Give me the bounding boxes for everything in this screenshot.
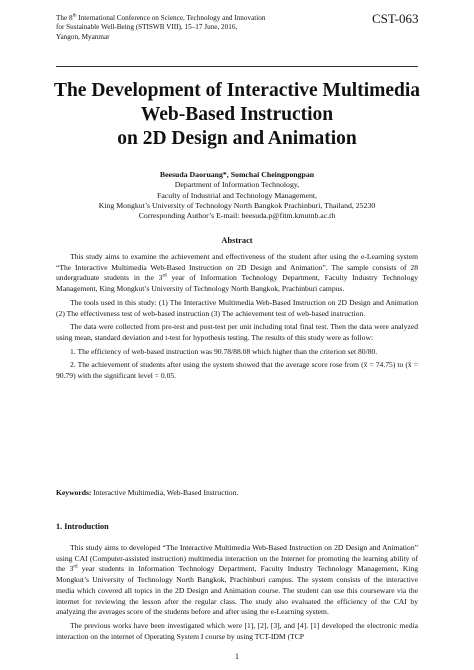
abstract-paragraph-2: The tools used in this study: (1) The Interactive Multimedia Web-Based Instruction on 2D Design and Animation (2) The effectiveness test of web-based instruction (3) The achievement test of web-based instruction.	[56, 297, 418, 318]
author-names: Beesuda Daoruang*, Somchai Cheingpongpan	[159, 170, 315, 179]
paper-title	[40, 79, 434, 151]
header-rule	[56, 66, 418, 67]
conference-info	[56, 14, 336, 42]
introduction-body	[56, 543, 418, 645]
abstract-paragraph-3: The data were collected from pre-test and post-test per unit including total final test. Then the data were analyzed using mean, standard deviation and t-test for hypothesis testing. The results of this study were as follow:	[56, 322, 418, 342]
intro-paragraph-1: This study aims to developed “The Interactive Multimedia Web-Based Instruction on 2D Design and Animation” using CAI (Computer-assisted instruction) multimedia interaction on the Internet for promoting the learning ability of the 3rd year students in Information Technology Department, Faculty Industry Technology Management, King Mongkut’s University of Technology North Bangkok, Prachinburi campus. The system consists of the interactive media which covered all topics in the 2D Design and Animation course. The student can use this courseware via the internet for reviewing the lesson after the regular class. The study also evaluated the efficiency of the CAI by analyzing the averages score of the students before and after using the e-Learning system.	[56, 543, 418, 617]
keywords	[56, 488, 418, 497]
conference-line-3: Yangon, Myanmar	[56, 32, 110, 41]
paper-code: CST-063	[372, 11, 419, 26]
corresponding-email: Corresponding Author’s E-mail: beesuda.p@fitm.kmutnb.ac.th	[138, 211, 336, 221]
keywords-label: Keywords:	[56, 488, 92, 497]
title-line-2: Web-Based Instruction	[140, 104, 334, 125]
abstract-body	[56, 252, 418, 385]
section-heading-introduction: 1. Introduction	[56, 522, 109, 531]
abstract-result-1: 1. The efficiency of web-based instruction was 90.78/88.08 which higher than the criterion set 80/80.	[70, 346, 378, 356]
author-block	[40, 170, 434, 221]
intro-paragraph-2: The previous works have been investigated which were [1], [2], [3], and [4]. [1] developed the electronic media interaction on the internet of Operating System I course by using TCT-IDM (TCP	[56, 620, 418, 641]
title-line-3: on 2D Design and Animation	[117, 128, 357, 149]
affiliation-department: Department of Information Technology,	[174, 180, 300, 190]
conference-line-1: The 8th International Conference on Science, Technology and Innovation	[56, 13, 266, 22]
keywords-text: Interactive Multimedia, Web-Based Instruction.	[91, 488, 239, 497]
abstract-heading: Abstract	[221, 236, 253, 245]
affiliation-faculty: Faculty of Industrial and Technology Management,	[157, 190, 317, 200]
abstract-paragraph-1: This study aims to examine the achievement and effectiveness of the student after using the e-Learning system “The Interactive Multimedia Web-Based Instruction on 2D Design and Animation”. The sample consists of 28 undergraduate students in the 3rd year of Information Technology Department, Faculty Industry Technology Management, King Mongkut’s University of Technology North Bangkok, Prachinburi campus.	[56, 252, 418, 294]
page-number: 1	[235, 652, 239, 661]
conference-line-2: for Sustainable Well-Being (STISWB VIII), 15–17 June, 2016,	[56, 23, 238, 32]
abstract-result-2: 2. The achievement of students after using the system showed that the average score rose from (x̄ = 74.75) to (x̄ = 90.79) with the significant level = 0.05.	[56, 360, 418, 381]
affiliation-university: King Mongkut’s University of Technology North Bangkok Prachinburi, Thailand, 25230	[98, 200, 376, 210]
title-line-1: The Development of Interactive Multimedia	[53, 80, 421, 101]
